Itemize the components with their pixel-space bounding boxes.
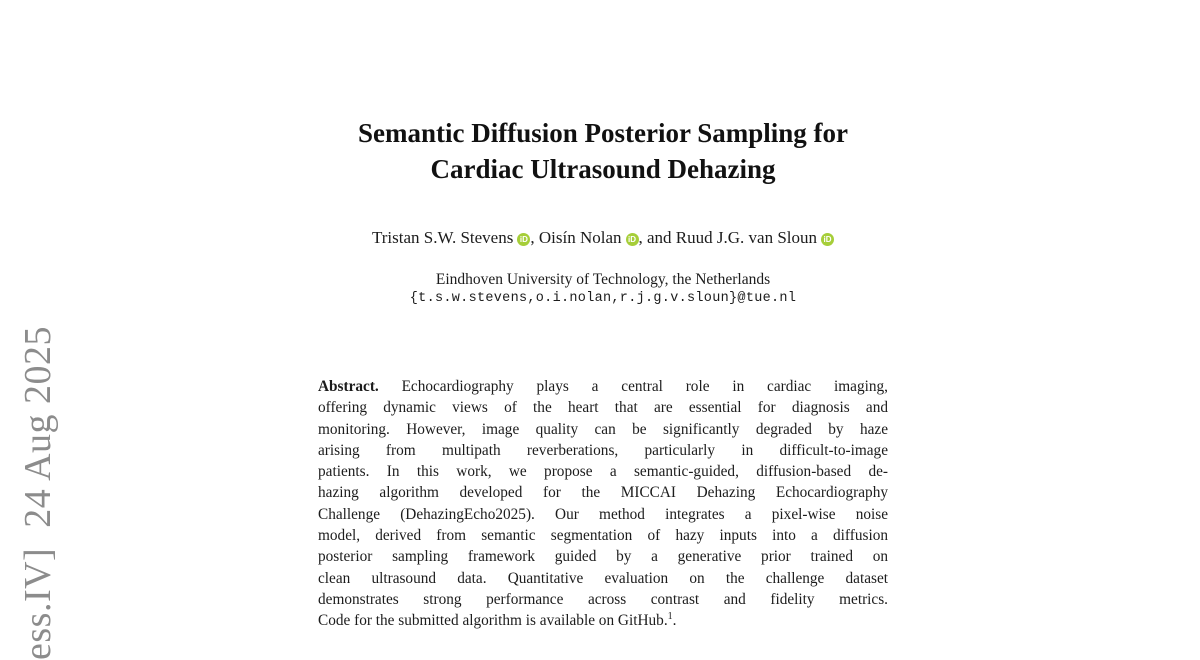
footnote-marker[interactable]: 1	[667, 611, 673, 623]
author: Tristan S.W. Stevens iD ,	[371, 228, 539, 247]
orcid-icon[interactable]: iD	[517, 233, 530, 246]
paper-title-line1: Semantic Diffusion Posterior Sampling for	[358, 118, 848, 148]
paper-title	[318, 115, 888, 187]
orcid-icon[interactable]: iD	[821, 233, 834, 246]
abstract-last-line-suffix: .	[672, 612, 677, 630]
abstract-line: hazing algorithm developed for the MICCAI Dehazing Echocardiography	[318, 484, 888, 502]
abstract	[318, 376, 888, 632]
abstract-body	[318, 376, 888, 610]
arxiv-watermark: ess.IV] 24 Aug 2025	[17, 325, 59, 660]
abstract-line: monitoring. However, image quality can be significantly degraded by haze	[318, 420, 888, 438]
abstract-line: offering dynamic views of the heart that are essential for diagnosis and	[318, 399, 888, 417]
author	[676, 228, 834, 247]
abstract-line: patients. In this work, we propose a semantic-guided, diffusion-based de-	[318, 463, 888, 481]
abstract-last-line-text: Code for the submitted algorithm is available on GitHub.	[318, 612, 668, 630]
author-list	[308, 228, 898, 248]
author-name: Tristan S.W. Stevens	[371, 228, 514, 247]
abstract-line: Challenge (DehazingEcho2025). Our method integrates a pixel-wise noise	[318, 505, 888, 523]
paper-page	[318, 0, 888, 648]
abstract-line: model, derived from semantic segmentation of hazy inputs into a diffusion	[318, 527, 888, 545]
affiliation: Eindhoven University of Technology, the Netherlands	[435, 271, 771, 288]
author-name: Oisín Nolan	[538, 228, 622, 247]
abstract-line: Abstract. Echocardiography plays a central role in cardiac imaging,	[318, 378, 888, 395]
email-line: {t.s.w.stevens,o.i.nolan,r.j.g.v.sloun}@tue.nl	[409, 291, 797, 306]
abstract-line: posterior sampling framework guided by a generative prior trained on	[318, 548, 888, 566]
author-name: Ruud J.G. van Sloun	[675, 228, 818, 247]
orcid-icon[interactable]: iD	[626, 233, 639, 246]
abstract-line: demonstrates strong performance across contrast and fidelity metrics.	[318, 590, 888, 608]
abstract-last-line	[318, 610, 888, 631]
paper-title-line2: Cardiac Ultrasound Dehazing	[430, 154, 776, 184]
author: Oisín Nolan iD , and	[538, 228, 676, 247]
abstract-line: arising from multipath reverberations, particularly in difficult-to-image	[318, 441, 888, 459]
abstract-line: clean ultrasound data. Quantitative evaluation on the challenge dataset	[318, 569, 888, 587]
abstract-label: Abstract.	[318, 378, 379, 395]
